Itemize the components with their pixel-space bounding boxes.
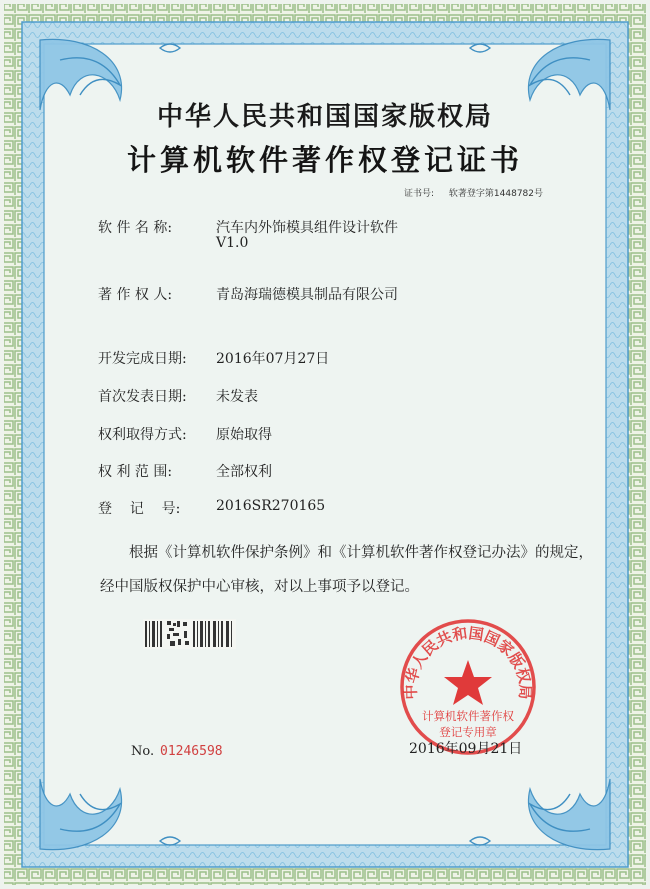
issuing-authority: 中华人民共和国国家版权局: [156, 102, 493, 132]
serial-number-value: 01246598: [160, 744, 223, 759]
rights-scope-label: 权 利 范 围:: [98, 464, 173, 480]
registration-number-value: 2016SR270165: [216, 498, 326, 514]
certificate-number-value: 软著登字第1448782号: [448, 189, 544, 199]
seal-line-1: 计算机软件著作权: [422, 709, 514, 723]
rights-acquisition-value: 原始取得: [216, 427, 272, 443]
certificate-title: 计算机软件著作权登记证书: [126, 143, 523, 177]
first-publish-date-value: 未发表: [216, 389, 258, 405]
barcode-qr-image: [143, 619, 236, 649]
serial-number-label: No.: [131, 744, 155, 759]
software-name-label: 软 件 名 称:: [98, 220, 173, 236]
seal-star-icon: [444, 660, 492, 705]
certificate-number: [404, 186, 543, 199]
issue-date: 2016年09月21日: [409, 741, 523, 757]
rights-scope-value: 全部权利: [216, 464, 272, 480]
seal-ring-text: 中华人民共和国国家版权局: [401, 624, 535, 700]
first-publish-date-label: 首次发表日期:: [98, 389, 187, 405]
certificate-number-label: 证书号:: [404, 189, 435, 199]
completion-date-value: 2016年07月27日: [216, 351, 330, 367]
software-name-value: 汽车内外饰模具组件设计软件: [216, 220, 398, 236]
rights-acquisition-label: 权利取得方式:: [98, 427, 187, 443]
seal-line-2: 登记专用章: [439, 725, 497, 739]
copyright-owner-label: 著 作 权 人:: [98, 287, 173, 303]
official-seal: [397, 616, 539, 758]
completion-date-label: 开发完成日期:: [98, 351, 187, 367]
copyright-owner-value: 青岛海瑞德模具制品有限公司: [216, 287, 398, 303]
registration-number-label: 登 记 号:: [98, 501, 181, 517]
certification-statement: 根据《计算机软件保护条例》和《计算机软件著作权登记办法》的规定，经中国版权保护中心审核，对以上事项予以登记。: [100, 545, 593, 595]
software-version-value: V1.0: [216, 235, 249, 251]
